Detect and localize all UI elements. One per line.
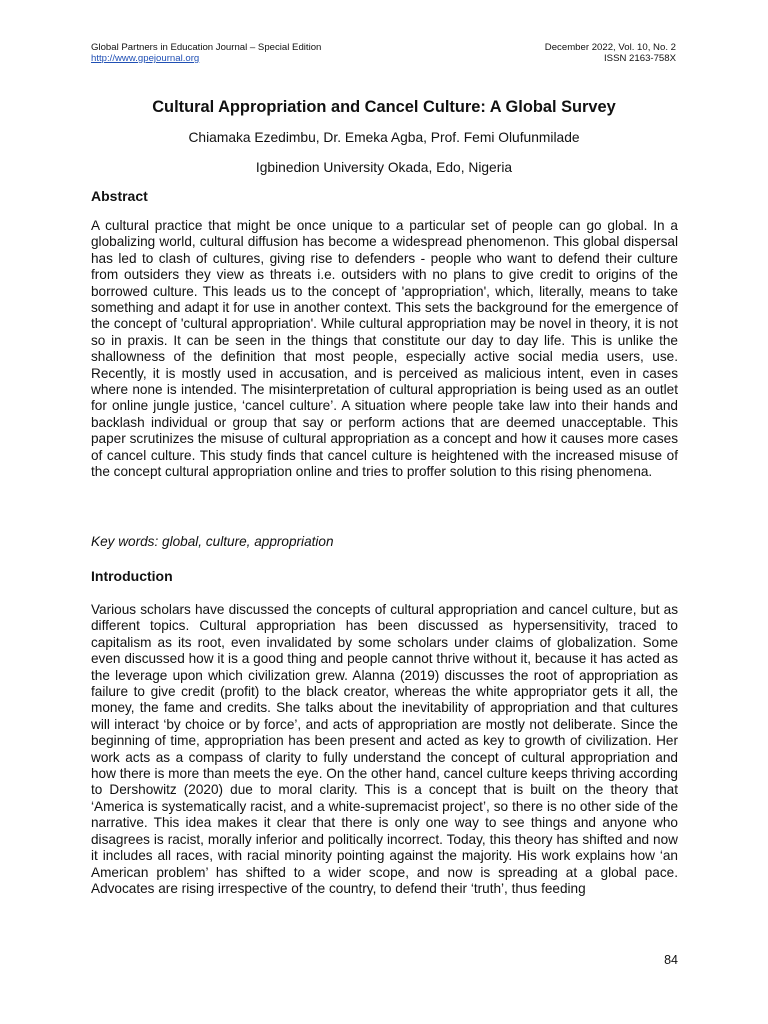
journal-url-link[interactable]: http://www.gpejournal.org	[91, 53, 200, 64]
issn: ISSN 2163-758X	[604, 53, 676, 64]
article-title: Cultural Appropriation and Cancel Culture: A Global Survey	[152, 98, 616, 116]
page-number: 84	[664, 953, 678, 967]
author-affiliation: Igbinedion University Okada, Edo, Nigeria	[255, 160, 513, 175]
journal-name: Global Partners in Education Journal – Special Edition	[91, 42, 322, 53]
author-list: Chiamaka Ezedimbu, Dr. Emeka Agba, Prof. Femi Olufunmilade	[188, 130, 580, 145]
running-header-left	[91, 42, 321, 64]
abstract-heading: Abstract	[91, 188, 148, 204]
issue-info: December 2022, Vol. 10, No. 2	[544, 42, 676, 53]
abstract-text: A cultural practice that might be once unique to a particular set of people can go global. In a globalizing world, cultural diffusion has become a widespread phenomenon. This global dispersal has led to clash of cultures, giving rise to defenders - people who want to defend their culture from outsiders they view as threats i.e. outsiders with no plans to give credit to origins of the borrowed culture. This leads us to the concept of 'appropriation', which, literally, means to take something and adapt it for use in another context. This sets the background for the emergence of the concept of 'cultural appropriation'. While cultural appropriation may be novel in theory, it is not so in praxis. It can be seen in the things that constitute our day to day life. This is unlike the shallowness of the definition that most people, especially active social media users, use. Recently, it is mostly used in accusation, and is perceived as malicious intent, even in cases where none is intended. The misinterpretation of cultural appropriation is being used as an outlet for online jungle justice, ‘cancel culture’. A situation where people take law into their hands and backlash individual or group that say or perform actions that are deemed unacceptable. This paper scrutinizes the misuse of cultural appropriation as a concept and how it causes more cases of cancel culture. This study finds that cancel culture is heightened with the increased misuse of the concept cultural appropriation online and tries to proffer solution to this rising phenomena.	[91, 218, 678, 480]
introduction-text: Various scholars have discussed the concepts of cultural appropriation and cancel culture, but as different topics. Cultural appropriation has been discussed as hypersensitivity, traced to capitalism as its root, even invalidated by some scholars under claims of globalization. Some even discussed how it is a good thing and people cannot thrive without it, because it has acted as the leverage upon which civilization grew. Alanna (2019) discusses the root of appropriation as failure to give credit (profit) to the black creator, whereas the white appropriator gets it all, the money, the fame and credits. She talks about the inevitability of appropriation and that cultures will interact ‘by choice or by force’, and acts of appropriation are mostly not deliberate. Since the beginning of time, appropriation has been present and acted as key to growth of civilization. Her work acts as a compass of clarity to fully understand the concept of cultural appropriation and how there is more than meets the eye. On the other hand, cancel culture keeps thriving according to Dershowitz (2020) due to moral clarity. This is a concept that is built on the theory that ‘America is systematically racist, and a white-supremacist project’, so there is no other side of the narrative. This idea makes it clear that there is only one way to see things and anyone who disagrees is racist, morally inferior and politically incorrect. Today, this theory has shifted and now it includes all races, with racial minority pointing against the majority. His work explains how ‘an American problem’ has shifted to a wider scope, and now is spreading at a global pace. Advocates are rising irrespective of the country, to defend their ‘truth’, thus feeding	[91, 602, 678, 896]
keywords-line: Key words: global, culture, appropriation	[91, 534, 334, 549]
running-header-right	[545, 42, 676, 64]
introduction-heading: Introduction	[91, 568, 173, 584]
